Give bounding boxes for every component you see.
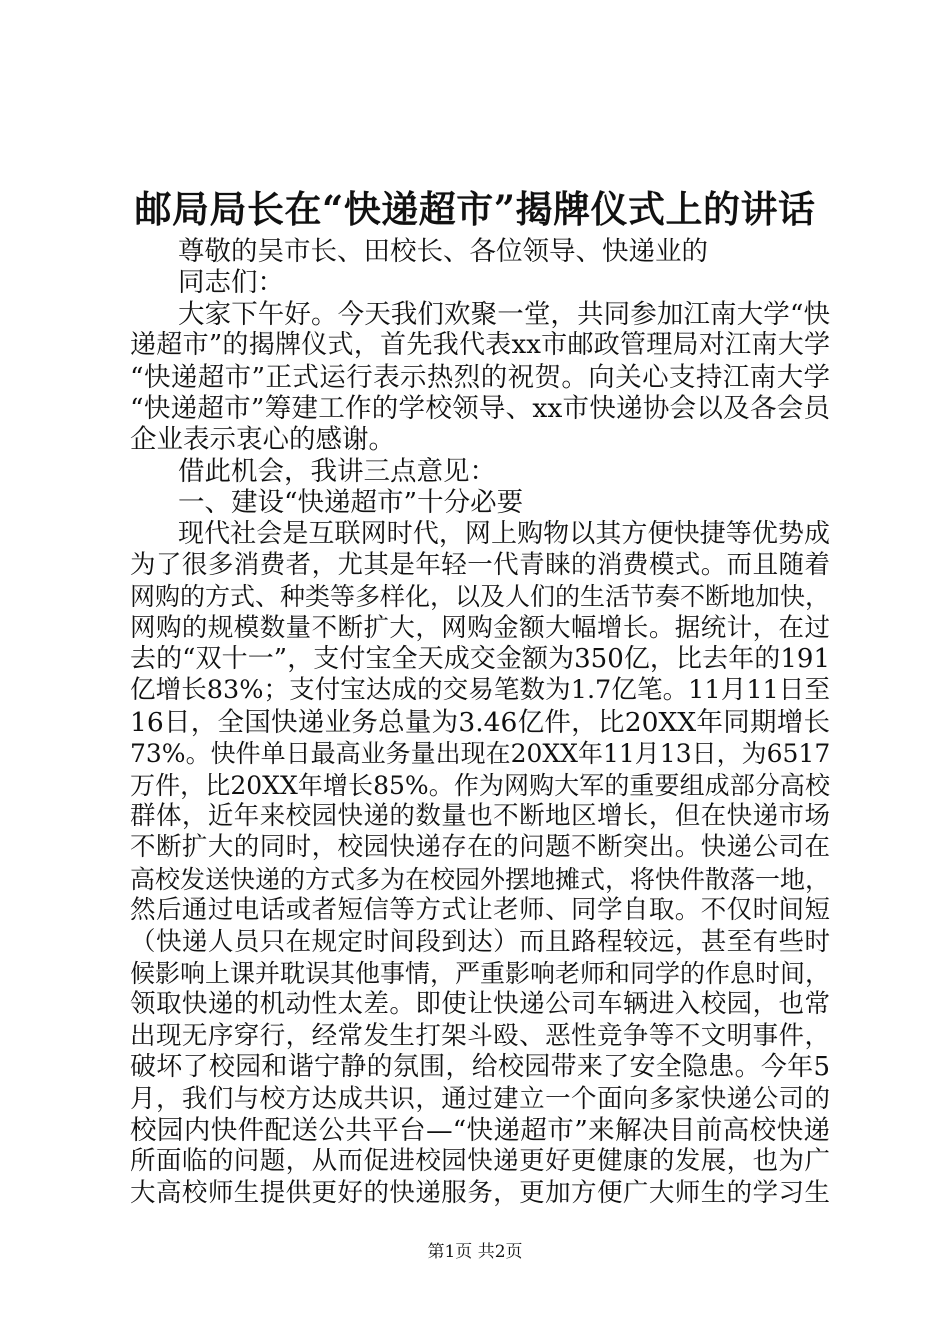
page-footer: 第1页 共2页 — [427, 1242, 523, 1262]
text-line: 网购的方式、种类等多样化，以及人们的生活节奏不断地加快， — [130, 582, 831, 612]
text-line: 出现无序穿行，经常发生打架斗殴、恶性竞争等不文明事件， — [130, 1020, 830, 1051]
document-title: 邮局局长在“快递超市”揭牌仪式上的讲话 — [134, 187, 816, 231]
text-line: 不断扩大的同时，校园快递存在的问题不断突出。快递公司在 — [130, 832, 830, 863]
text-line: 大高校师生提供更好的快递服务，更加方便广大师生的学习生 — [130, 1177, 830, 1208]
text-line: “快递超市”筹建工作的学校领导、xx市快递协会以及各会员 — [130, 392, 830, 424]
text-line: “快递超市”正式运行表示热烈的祝贺。向关心支持江南大学 — [130, 361, 830, 393]
text-line: 现代社会是互联网时代，网上购物以其方便快捷等优势成 — [178, 518, 830, 549]
text-line: 高校发送快递的方式多为在校园外摆地摊式，将快件散落一地， — [130, 864, 831, 894]
text-line: 去的“双十一”，支付宝全天成交金额为350亿，比去年的191 — [130, 644, 830, 675]
text-line: 尊敬的吴市长、田校长、各位领导、快递业的 — [178, 236, 708, 267]
text-line: 校园内快件配送公共平台—“快递超市”来解决目前高校快递 — [130, 1114, 830, 1146]
text-line: 大家下午好。今天我们欢聚一堂，共同参加江南大学“快 — [178, 298, 830, 330]
text-line: 亿增长83%；支付宝达成的交易笔数为1.7亿笔。11月11日至 — [130, 675, 830, 706]
text-line: （快递人员只在规定时间段到达）而且路程较远，甚至有些时 — [130, 926, 830, 957]
text-line: 同志们： — [178, 267, 284, 299]
text-line: 一、建设“快递超市”十分必要 — [178, 487, 524, 519]
text-line: 领取快递的机动性太差。即使让快递公司车辆进入校园，也常 — [130, 989, 830, 1020]
text-line: 16日，全国快递业务总量为3.46亿件，比20XX年同期增长 — [130, 706, 830, 738]
text-line: 网购的规模数量不断扩大，网购金额大幅增长。据统计，在过 — [130, 612, 830, 643]
text-line: 为了很多消费者，尤其是年轻一代青睐的消费模式。而且随着 — [130, 549, 830, 580]
text-line: 73%。快件单日最高业务量出现在20XX年11月13日，为6517 — [130, 739, 831, 769]
text-line: 所面临的问题，从而促进校园快递更好更健康的发展，也为广 — [130, 1146, 830, 1177]
text-line: 群体，近年来校园快递的数量也不断地区增长，但在快递市场 — [130, 801, 830, 832]
text-line: 候影响上课并耽误其他事情，严重影响老师和同学的作息时间， — [130, 958, 831, 988]
text-line: 递超市”的揭牌仪式，首先我代表xx市邮政管理局对江南大学 — [130, 330, 830, 361]
text-line: 破坏了校园和谐宁静的氛围，给校园带来了安全隐患。今年5 — [130, 1052, 830, 1083]
text-line: 月，我们与校方达成共识，通过建立一个面向多家快递公司的 — [130, 1083, 830, 1114]
text-line: 企业表示衷心的感谢。 — [130, 424, 395, 456]
text-line: 然后通过电话或者短信等方式让老师、同学自取。不仅时间短 — [130, 895, 830, 926]
text-line: 万件，比20XX年增长85%。作为网购大军的重要组成部分高校 — [130, 770, 830, 800]
document-body — [130, 236, 830, 1209]
text-line: 借此机会，我讲三点意见： — [178, 455, 496, 487]
